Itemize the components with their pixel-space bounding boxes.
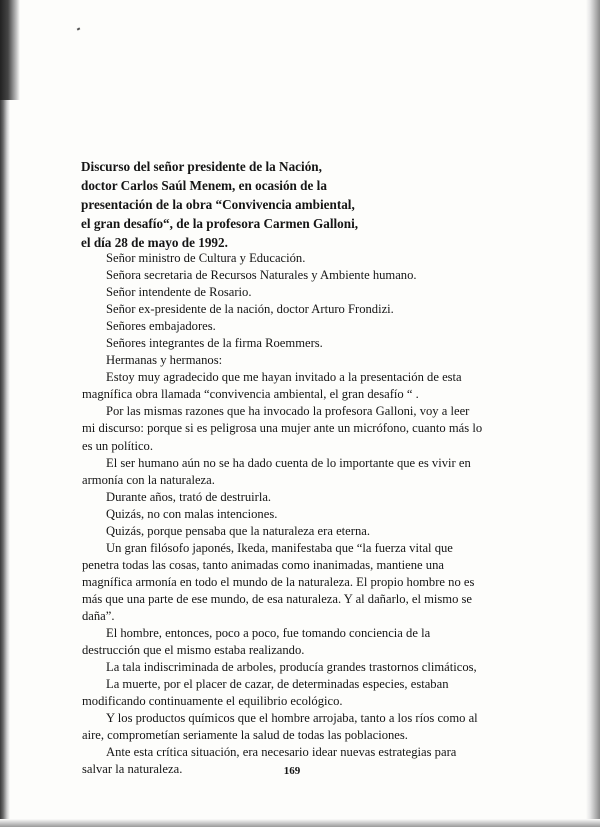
body-line: La muerte, por el placer de cazar, de determinadas especies, estaban <box>106 677 449 692</box>
body-line: Señores embajadores. <box>106 319 216 334</box>
body-line: Un gran filósofo japonés, Ikeda, manifestaba que “la fuerza vital que <box>106 540 453 555</box>
body-line: más que una parte de ese mundo, de esa naturaleza. Y al dañarlo, el mismo se <box>82 591 473 606</box>
body-line: Estoy muy agradecido que me hayan invitado a la presentación de esta <box>106 370 462 385</box>
body-line: daña”. <box>82 608 115 623</box>
body-line: Señora secretaria de Recursos Naturales y Ambiente humano. <box>106 268 417 283</box>
page-number: 169 <box>283 765 301 777</box>
body-line: es un político. <box>82 438 154 453</box>
body-line: Por las mismas razones que ha invocado la profesora Galloni, voy a leer <box>106 404 470 419</box>
heading-line: el gran desafío“, de la profesora Carmen Galloni, <box>81 216 359 231</box>
body-line: El hombre, entonces, poco a poco, fue tomando conciencia de la <box>106 626 431 641</box>
body-line: Ante esta crítica situación, era necesario idear nuevas estrategias para <box>106 745 457 760</box>
body-line: magnífica obra llamada “convivencia ambiental, el gran desafío “ . <box>82 387 419 402</box>
body-line: magnífica armonía en todo el mundo de la naturaleza. El propio hombre no es <box>82 574 475 589</box>
heading-line: el día 28 de mayo de 1992. <box>81 235 228 250</box>
scan-shadow-right <box>586 0 600 827</box>
body-line: Y los productos químicos que el hombre arrojaba, tanto a los ríos como al <box>106 711 478 726</box>
speech-heading <box>81 157 521 252</box>
heading-line: doctor Carlos Saúl Menem, en ocasión de la <box>81 178 327 193</box>
body-line: Quizás, porque pensaba que la naturaleza era eterna. <box>106 523 370 538</box>
body-line: Quizás, no con malas intenciones. <box>106 506 278 521</box>
body-line: Señores integrantes de la firma Roemmers. <box>106 336 323 351</box>
scan-speck <box>77 27 81 30</box>
body-line: salvar la naturaleza. <box>82 762 183 777</box>
body-line: Señor ministro de Cultura y Educación. <box>106 251 306 265</box>
body-line: aire, comprometían seriamente la salud de todas las poblaciones. <box>82 728 408 743</box>
body-line: mi discurso: porque si es peligrosa una mujer ante un micrófono, cuanto más lo <box>82 421 483 436</box>
scan-shadow-left <box>0 0 10 827</box>
heading-line: Discurso del señor presidente de la Nación, <box>81 159 322 174</box>
body-line: armonía con la naturaleza. <box>82 472 215 487</box>
body-line: Señor ex-presidente de la nación, doctor Arturo Frondizi. <box>106 302 394 317</box>
scan-shadow-left-top <box>0 0 20 100</box>
heading-line: presentación de la obra “Convivencia ambiental, <box>81 197 355 212</box>
body-line: La tala indiscriminada de arboles, producía grandes trastornos climáticos, <box>106 660 477 675</box>
body-line: modificando continuamente el equilibrio ecológico. <box>82 694 343 709</box>
body-line: Hermanas y hermanos: <box>106 353 223 368</box>
speech-body <box>82 250 502 778</box>
body-line: El ser humano aún no se ha dado cuenta de lo importante que es vivir en <box>106 455 471 470</box>
scan-shadow-bottom <box>0 819 600 827</box>
body-line: Durante años, trató de destruirla. <box>106 489 272 504</box>
body-line: penetra todas las cosas, tanto animadas como inanimadas, mantiene una <box>82 557 444 572</box>
body-line: Señor intendente de Rosario. <box>106 285 252 300</box>
body-line: destrucción que el mismo estaba realizando. <box>82 643 305 658</box>
